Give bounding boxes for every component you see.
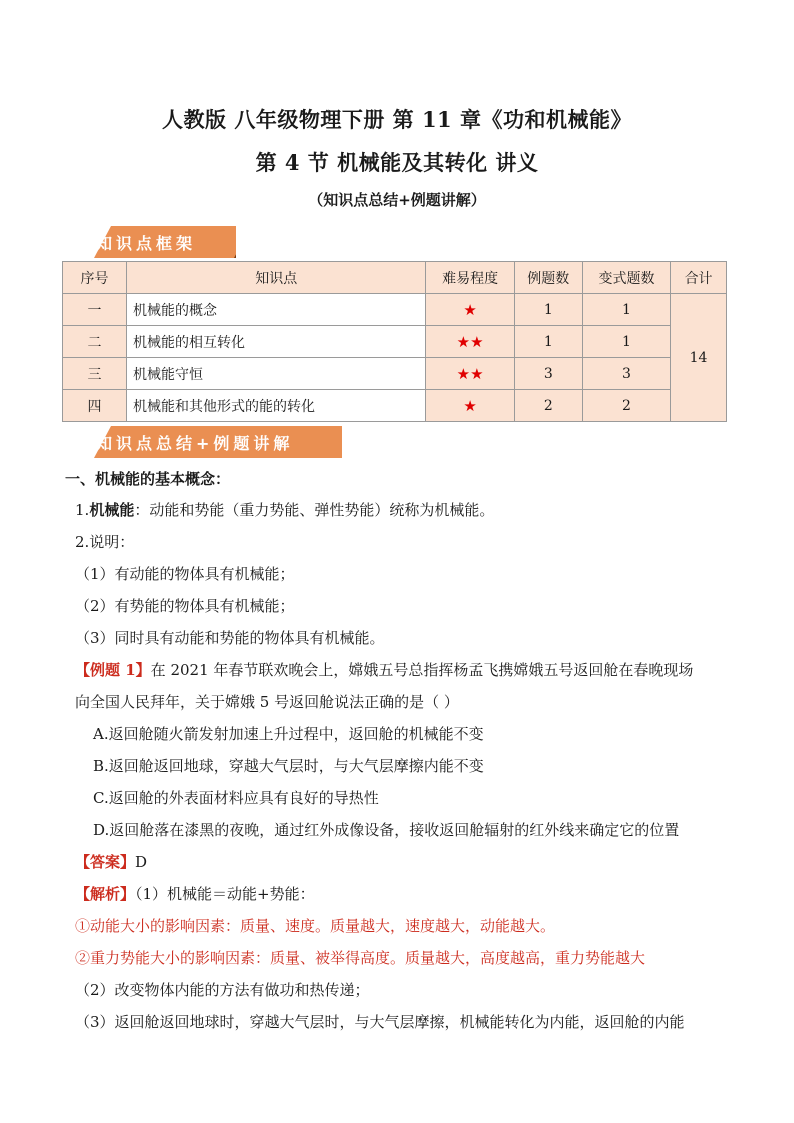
summary-banner-label: 知识点总结+例题讲解	[96, 434, 294, 453]
example-question-line2: 向全国人民拜年，关于嫦娥 5 号返回舱说法正确的是（ ）	[75, 693, 459, 711]
note-item: （3）同时具有动能和势能的物体具有机械能。	[75, 629, 385, 647]
note-item: （2）有势能的物体具有机械能；	[75, 597, 295, 615]
row-knowledge-point: 机械能的概念	[126, 294, 426, 326]
answer-value: D	[135, 853, 148, 871]
row-knowledge-point: 机械能守恒	[126, 358, 426, 390]
answer-tag: 【答案】	[75, 853, 136, 871]
note-heading: 2.说明：	[75, 533, 135, 551]
row-examples: 1	[514, 326, 582, 358]
table-row	[63, 326, 727, 358]
row-examples: 2	[514, 390, 582, 422]
header-difficulty: 难易程度	[426, 262, 514, 294]
row-examples: 3	[514, 358, 582, 390]
analysis-potential-factors: ②重力势能大小的影响因素：质量、被举得高度。质量越大，高度越高，重力势能越大	[75, 949, 646, 967]
row-variants: 3	[582, 358, 670, 390]
option-b: B.返回舱返回地球，穿越大气层时，与大气层摩擦内能不变	[93, 757, 484, 775]
document-subtitle: （知识点总结+例题讲解）	[308, 191, 486, 209]
analysis-reentry: （3）返回舱返回地球时，穿越大气层时，与大气层摩擦，机械能转化为内能，返回舱的内能	[75, 1013, 685, 1031]
table-row	[63, 390, 727, 422]
analysis-kinetic-factors: ①动能大小的影响因素：质量、速度。质量越大，速度越大，动能越大。	[75, 917, 556, 935]
document-title-line1: 人教版 八年级物理下册 第 11 章《功和机械能》	[162, 107, 632, 132]
table-header-row	[63, 262, 727, 294]
analysis-internal-energy: （2）改变物体内能的方法有做功和热传递；	[75, 981, 370, 999]
analysis-tag: 【解析】	[75, 885, 136, 903]
header-number: 序号	[63, 262, 127, 294]
header-examples: 例题数	[514, 262, 582, 294]
row-variants: 2	[582, 390, 670, 422]
framework-banner-label: 知识点框架	[96, 234, 197, 253]
definition-prefix: 1.	[75, 501, 90, 519]
row-difficulty-stars: ★	[426, 294, 514, 326]
header-total: 合计	[671, 262, 727, 294]
total-count: 14	[671, 294, 727, 422]
row-knowledge-point: 机械能和其他形式的能的转化	[126, 390, 426, 422]
knowledge-framework-table	[62, 261, 727, 422]
summary-banner	[76, 426, 342, 458]
table-row	[63, 358, 727, 390]
document-title-line2: 第 4 节 机械能及其转化 讲义	[255, 150, 539, 175]
answer-line	[75, 852, 147, 872]
definition-line	[75, 500, 494, 520]
row-difficulty-stars: ★	[426, 390, 514, 422]
row-examples: 1	[514, 294, 582, 326]
row-knowledge-point: 机械能的相互转化	[126, 326, 426, 358]
row-number: 二	[63, 326, 127, 358]
framework-banner	[76, 226, 236, 258]
definition-term: 机械能	[89, 501, 135, 519]
header-knowledge-point: 知识点	[126, 262, 426, 294]
row-number: 三	[63, 358, 127, 390]
row-difficulty-stars: ★★	[426, 326, 514, 358]
option-d: D.返回舱落在漆黑的夜晚，通过红外成像设备，接收返回舱辐射的红外线来确定它的位置	[93, 821, 680, 839]
example-question-text: 在 2021 年春节联欢晚会上，嫦娥五号总指挥杨孟飞携嫦娥五号返回舱在春晚现场	[150, 661, 694, 679]
analysis-line	[75, 884, 315, 904]
row-variants: 1	[582, 326, 670, 358]
example-tag: 【例题 1】	[75, 661, 151, 679]
section-heading: 一、机械能的基本概念：	[65, 470, 231, 488]
example-question-line1	[75, 660, 693, 680]
option-a: A.返回舱随火箭发射加速上升过程中，返回舱的机械能不变	[93, 725, 484, 743]
row-variants: 1	[582, 294, 670, 326]
note-item: （1）有动能的物体具有机械能；	[75, 565, 295, 583]
analysis-text: （1）机械能＝动能+势能：	[135, 885, 315, 903]
row-difficulty-stars: ★★	[426, 358, 514, 390]
row-number: 四	[63, 390, 127, 422]
definition-text: ：动能和势能（重力势能、弹性势能）统称为机械能。	[134, 501, 495, 519]
table-row	[63, 294, 727, 326]
row-number: 一	[63, 294, 127, 326]
header-variants: 变式题数	[582, 262, 670, 294]
option-c: C.返回舱的外表面材料应具有良好的导热性	[93, 789, 379, 807]
